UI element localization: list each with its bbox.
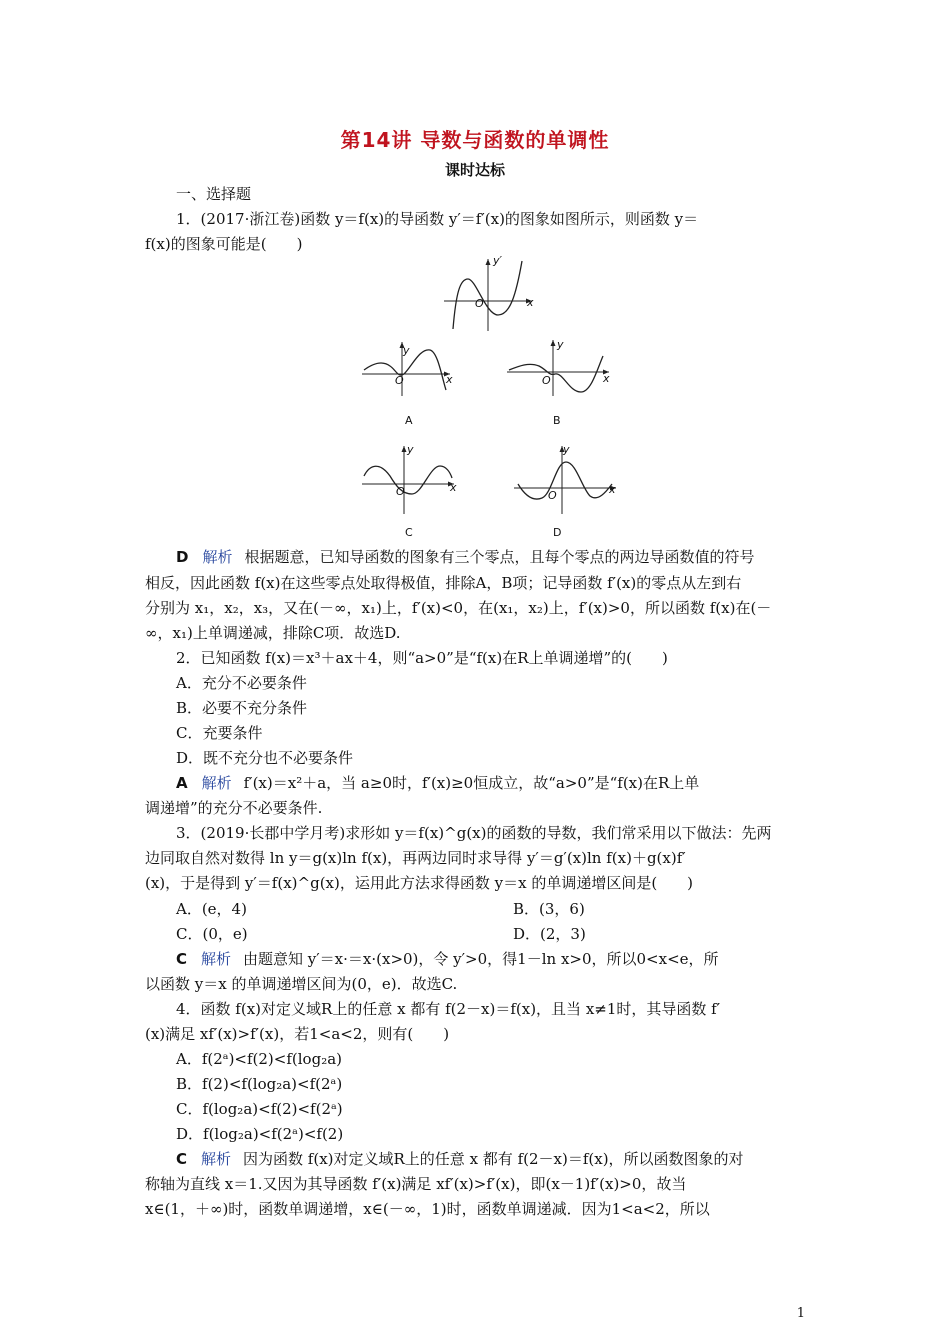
page-subtitle: 课时达标 — [444, 161, 505, 179]
q4-answer: C — [176, 1150, 188, 1168]
q2-option-a: A．充分不必要条件 — [176, 674, 307, 692]
option-c-x-label: x — [450, 481, 457, 494]
q2-answer: A — [176, 774, 188, 792]
q4-solution-line2: 称轴为直线 x＝1.又因为其导函数 f′(x)满足 xf′(x)>f′(x)，即(x－1)f′(x)>0，故当 — [145, 1175, 687, 1193]
q3-solution-line1 — [176, 949, 719, 969]
derivative-graph-x-label: x — [527, 296, 534, 309]
q4-option-d: D．f(log₂a)<f(2ᵃ)<f(2) — [176, 1125, 344, 1143]
option-a-y-label: y — [403, 344, 410, 357]
q2-stem: 2．已知函数 f(x)＝x³＋ax＋4，则“a>0”是“f(x)在R上单调递增”的( ) — [176, 649, 668, 667]
option-b-x-label: x — [603, 372, 610, 385]
q1-solution-line3: 分别为 x₁，x₂，x₃，又在(－∞，x₁)上，f′(x)<0，在(x₁，x₂)上，f′(x)>0，所以函数 f(x)在(－ — [145, 599, 772, 617]
q3-stem-line2: 边同取自然对数得 ln y＝g(x)ln f(x)，再两边同时求导得 y′＝g′(x)ln f(x)＋g(x)f′ — [145, 849, 686, 867]
q4-solution-text1: 因为函数 f(x)对定义域R上的任意 x 都有 f(2－x)＝f(x)，所以函数图象的对 — [243, 1150, 744, 1168]
q4-jiexi-label: 解析 — [201, 1150, 232, 1168]
option-b-label: B — [553, 414, 561, 427]
q3-answer: C — [176, 950, 188, 968]
q4-stem-line2: (x)满足 xf′(x)>f′(x)，若1<a<2，则有( ) — [145, 1025, 450, 1043]
derivative-graph-y-label: y′ — [493, 254, 503, 267]
q3-option-b: B．(3，6) — [513, 900, 585, 918]
option-a-label: A — [405, 414, 413, 427]
q2-option-b: B．必要不充分条件 — [176, 699, 308, 717]
q3-option-a: A．(e，4) — [176, 900, 247, 918]
q2-solution-line1 — [176, 773, 699, 793]
option-b-y-label: y — [557, 338, 564, 351]
q3-stem-line1: 3．(2019·长郡中学月考)求形如 y＝f(x)^g(x)的函数的导数，我们常采用以下做法：先两 — [176, 824, 772, 842]
option-a-origin-label: O — [395, 374, 404, 387]
q1-stem-line1: 1．(2017·浙江卷)函数 y＝f(x)的导函数 y′＝f′(x)的图象如图所示，则函数 y＝ — [176, 210, 699, 228]
q1-solution-line4: ∞，x₁)上单调递减，排除C项．故选D. — [145, 624, 401, 642]
q2-jiexi-label: 解析 — [201, 774, 232, 792]
section-heading: 一、选择题 — [176, 185, 252, 203]
q1-solution-line2: 相反，因此函数 f(x)在这些零点处取得极值，排除A，B项；记导函数 f′(x)的零点从左到右 — [145, 574, 742, 592]
derivative-graph-origin-label: O — [475, 297, 484, 310]
option-a-graph — [360, 338, 460, 398]
q4-solution-line3: x∈(1，＋∞)时，函数单调递增，x∈(－∞，1)时，函数单调递减．因为1<a<2，所以 — [145, 1200, 710, 1218]
q1-answer: D — [176, 548, 189, 566]
q3-stem-line3: (x)，于是得到 y′＝f(x)^g(x)，运用此方法求得函数 y＝x 的单调递增区间是( ) — [145, 874, 694, 892]
option-d-label: D — [553, 526, 562, 539]
option-d-y-label: y — [563, 443, 570, 456]
option-a-x-label: x — [446, 373, 453, 386]
q2-solution-line2: 调递增”的充分不必要条件. — [145, 799, 323, 817]
q4-stem-line1: 4．函数 f(x)对定义域R上的任意 x 都有 f(2－x)＝f(x)，且当 x≠1时，其导函数 f′ — [176, 1000, 721, 1018]
page-title: 第14讲 导数与函数的单调性 — [340, 128, 610, 152]
option-c-label: C — [405, 526, 413, 539]
option-c-origin-label: O — [396, 485, 405, 498]
q3-option-d: D．(2，3) — [513, 925, 586, 943]
q4-option-b: B．f(2)<f(log₂a)<f(2ᵃ) — [176, 1075, 343, 1093]
q2-solution-text1: f′(x)＝x²＋a，当 a≥0时，f′(x)≥0恒成立，故“a>0”是“f(x)在R上单 — [243, 774, 700, 792]
q3-jiexi-label: 解析 — [201, 950, 232, 968]
q2-option-c: C．充要条件 — [176, 724, 263, 742]
q2-option-d: D．既不充分也不必要条件 — [176, 749, 354, 767]
option-c-y-label: y — [407, 443, 414, 456]
q3-solution-line2: 以函数 y＝x 的单调递增区间为(0，e)．故选C. — [145, 975, 458, 993]
option-d-origin-label: O — [548, 489, 557, 502]
option-d-x-label: x — [609, 483, 616, 496]
q3-option-c: C．(0，e) — [176, 925, 248, 943]
page-number: 1 — [796, 1306, 805, 1321]
derivative-graph — [440, 255, 540, 335]
q4-option-a: A．f(2ᵃ)<f(2)<f(log₂a) — [176, 1050, 342, 1068]
option-b-origin-label: O — [542, 374, 551, 387]
q1-jiexi-label: 解析 — [202, 548, 233, 566]
q1-solution-line1 — [176, 547, 754, 567]
q4-solution-line1 — [176, 1149, 744, 1169]
q1-stem-line2: f(x)的图象可能是( ) — [145, 235, 303, 253]
q3-solution-text1: 由题意知 y′＝x·＝x·(x>0)，令 y′>0，得1－ln x>0，所以0<x<e，所 — [243, 950, 719, 968]
q1-solution-text1: 根据题意，已知导函数的图象有三个零点，且每个零点的两边导函数值的符号 — [244, 548, 755, 566]
q4-option-c: C．f(log₂a)<f(2)<f(2ᵃ) — [176, 1100, 343, 1118]
